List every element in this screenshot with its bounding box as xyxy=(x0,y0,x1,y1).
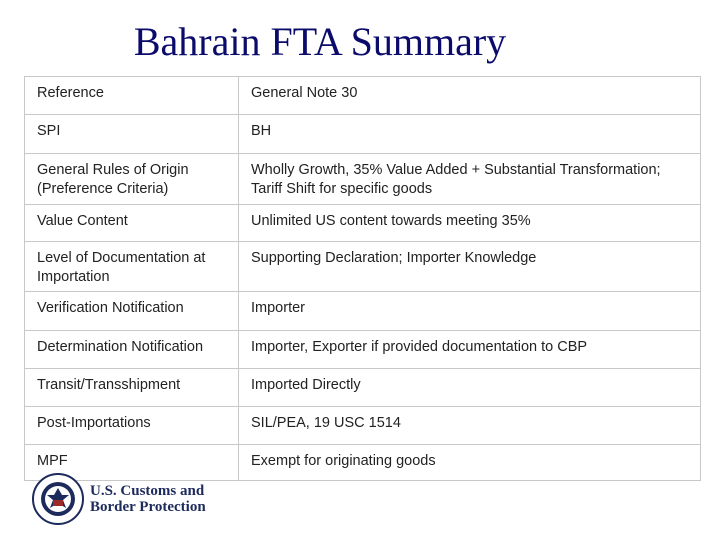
row-label: Determination Notification xyxy=(25,331,239,369)
summary-table xyxy=(24,76,701,481)
row-label: General Rules of Origin (Preference Criteria) xyxy=(25,154,239,205)
row-value: Importer, Exporter if provided documentation to CBP xyxy=(239,331,701,369)
row-value: Importer xyxy=(239,292,701,331)
table-row xyxy=(25,292,701,331)
table-row xyxy=(25,77,701,115)
row-label: Verification Notification xyxy=(25,292,239,331)
agency-line-2: Border Protection xyxy=(90,499,206,515)
row-value: General Note 30 xyxy=(239,77,701,115)
row-value: Wholly Growth, 35% Value Added + Substantial Transformation; Tariff Shift for specific goods xyxy=(239,154,701,205)
table-row xyxy=(25,115,701,154)
row-label: Value Content xyxy=(25,205,239,242)
row-label: Transit/Transshipment xyxy=(25,369,239,407)
row-value: SIL/PEA, 19 USC 1514 xyxy=(239,407,701,445)
agency-name xyxy=(90,483,206,515)
table-row xyxy=(25,242,701,292)
row-label: Level of Documentation at Importation xyxy=(25,242,239,292)
table-row xyxy=(25,331,701,369)
table-row xyxy=(25,154,701,205)
row-label: SPI xyxy=(25,115,239,154)
row-value: Imported Directly xyxy=(239,369,701,407)
table-row xyxy=(25,407,701,445)
row-label: MPF xyxy=(25,445,239,481)
row-value: BH xyxy=(239,115,701,154)
row-value: Supporting Declaration; Importer Knowledge xyxy=(239,242,701,292)
table-row xyxy=(25,205,701,242)
agency-logo xyxy=(32,472,232,526)
row-label: Reference xyxy=(25,77,239,115)
agency-line-1: U.S. Customs and xyxy=(90,483,205,499)
row-label: Post-Importations xyxy=(25,407,239,445)
table-row xyxy=(25,369,701,407)
row-value: Exempt for originating goods xyxy=(239,445,701,481)
page-title: Bahrain FTA Summary xyxy=(133,19,507,64)
row-value: Unlimited US content towards meeting 35% xyxy=(239,205,701,242)
dhs-seal-icon xyxy=(32,473,84,525)
